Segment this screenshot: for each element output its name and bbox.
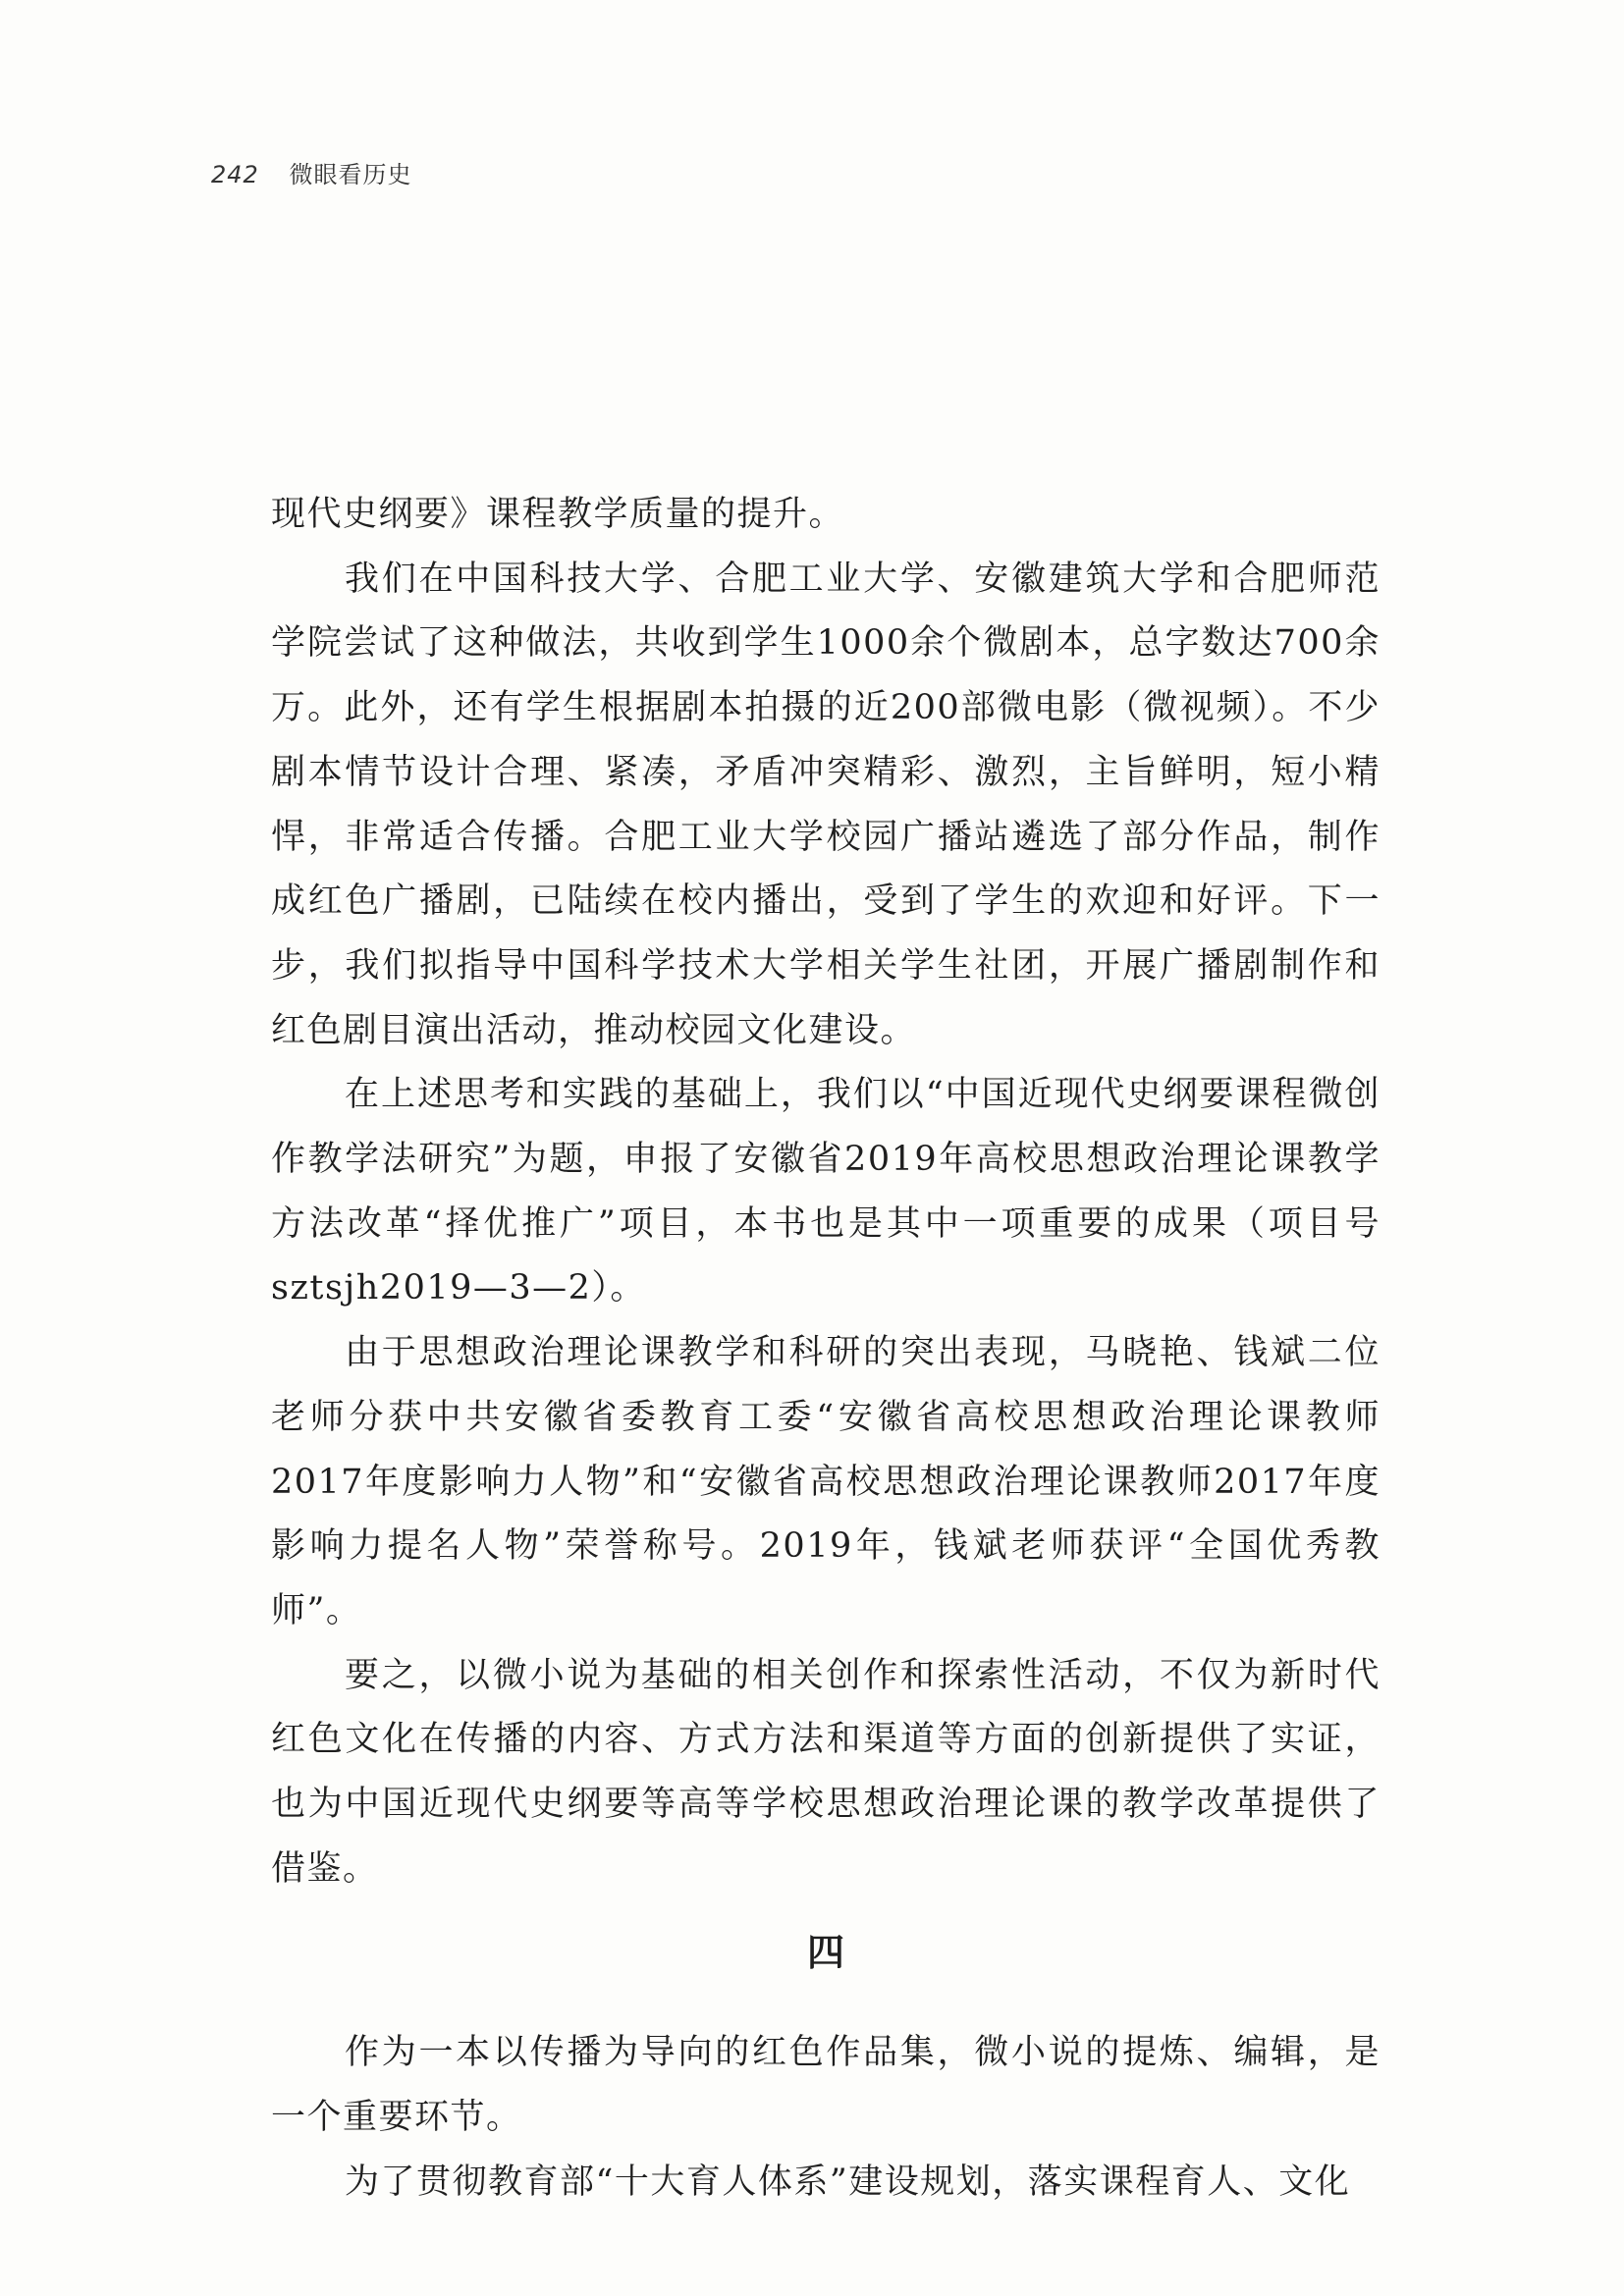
running-head (211, 155, 411, 189)
paragraph: 要之，以微小说为基础的相关创作和探索性活动，不仅为新时代红色文化在传播的内容、方式方法和渠道等方面的创新提供了实证，也为中国近现代史纲要等高等学校思想政治理论课的教学改革提供了借鉴。 (271, 1655, 1380, 1889)
paragraph: 由于思想政治理论课教学和科研的突出表现，马晓艳、钱斌二位老师分获中共安徽省委教育工委“安徽省高校思想政治理论课教师2017年度影响力人物”和“安徽省高校思想政治理论课教师2017年度影响力提名人物”荣誉称号。2019年，钱斌老师获评“全国优秀教师”。 (271, 1333, 1380, 1630)
page-body (271, 483, 1380, 2216)
paragraph-continued: 现代史纲要》课程教学质量的提升。 (271, 495, 845, 534)
section-heading: 四 (806, 1930, 844, 1975)
page-number: 242 (211, 161, 259, 188)
paragraph: 为了贯彻教育部“十大育人体系”建设规划，落实课程育人、文化 (345, 2162, 1351, 2202)
book-title: 微眼看历史 (289, 161, 412, 188)
paragraph: 作为一本以传播为导向的红色作品集，微小说的提炼、编辑，是一个重要环节。 (271, 2033, 1380, 2138)
paragraph: 在上述思考和实践的基础上，我们以“中国近现代史纲要课程微创作教学法研究”为题，申报了安徽省2019年高校思想政治理论课教学方法改革“择优推广”项目，本书也是其中一项重要的成果（项目号sztsjh2019—3—2）。 (271, 1075, 1380, 1308)
paragraph: 我们在中国科技大学、合肥工业大学、安徽建筑大学和合肥师范学院尝试了这种做法，共收到学生1000余个微剧本，总字数达700余万。此外，还有学生根据剧本拍摄的近200部微电影（微视频）。不少剧本情节设计合理、紧凑，矛盾冲突精彩、激烈，主旨鲜明，短小精悍，非常适合传播。合肥工业大学校园广播站遴选了部分作品，制作成红色广播剧，已陆续在校内播出，受到了学生的欢迎和好评。下一步，我们拟指导中国科学技术大学相关学生社团，开展广播剧制作和红色剧目演出活动，推动校园文化建设。 (271, 559, 1380, 1050)
